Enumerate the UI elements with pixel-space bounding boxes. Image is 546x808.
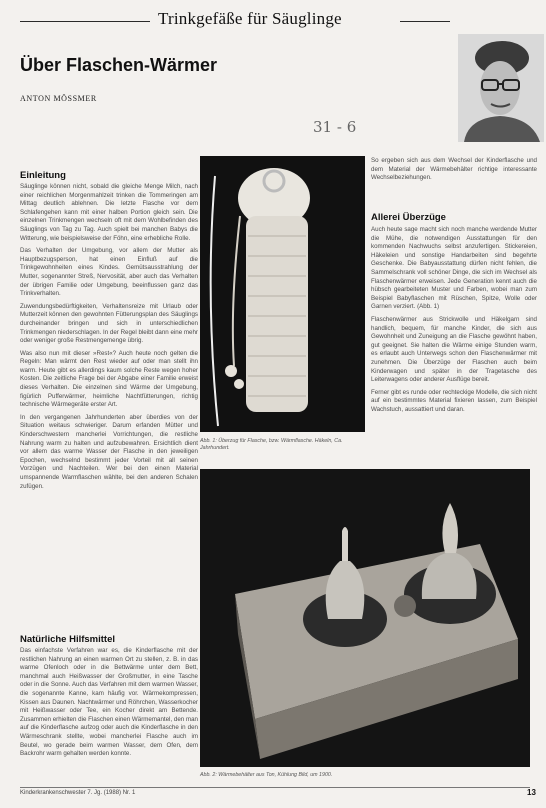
column-3-intro	[371, 157, 537, 193]
author-name: ANTON MÖSSMER	[20, 94, 97, 103]
col3-intro: So ergeben sich aus dem Wechsel der Kinderflasche und dem Material der Wärmebehälter richtige interessante Wechselbeziehungen.	[371, 157, 537, 182]
heading-einleitung: Einleitung	[20, 170, 66, 181]
heading-allerei-ueberzuege: Allerei Überzüge	[371, 212, 446, 223]
author-portrait	[458, 34, 544, 142]
header-rule-right	[400, 21, 450, 22]
col1-paragraph-5: In den vergangenen Jahrhunderten aber überdies von der Situation weitaus schwieriger. Darum erfanden Mütter und Kinderschwestern mancherlei Vorrichtungen, die restliche Nahrung warm zu halten und aufzubewahren. Ersichtlich dient vor allem das warme Wasser der Flasche in den jeweiligen Epochen, wechselnd bestimmt jeder Vorteil mit all seinen Vorzügen und Nachteilen. Wer bei den einen Material umspannende Warmflaschen wählte, bei den anderen Schalen zufügen.	[20, 413, 198, 490]
col1-paragraph-6: Das einfachste Verfahren war es, die Kinderflasche mit der restlichen Nahrung an einen warmen Ort zu stellen, z. B. in das warme Ofenloch oder in die Bettwärme unter dem Bett, manchmal auch Heißwasser der Großmutter, in eine Tasche oder in die Sonne. Auch das Verfahren mit dem warmen Wasser, die sogenannte Kanne, kam häufig vor. Wärmekompressen, Kissen aus Daunen. Nachtwärmer und Röhrchen, Wasserkocher mit Heißwasser oder Tee, ein Kocher direkt am Bettende. Zusammen erhielten die Flaschen einen Wärmemantel, den man auf die Kinderflasche aufzog oder auch die Kinderflasche in den Wärmeschrank stellte, wobei mancherlei Flasche auch im Beutel, wo gerade beim warmen Wasser, dem Ofen, dem Backrohr warm gehalten werden konnte.	[20, 647, 198, 758]
header-rule-left	[20, 21, 150, 22]
col3-paragraph-3: Ferner gibt es runde oder rechteckige Modelle, die sich nicht auf ein bestimmtes Material fixieren lassen, zum Beispiel Wachstuch, aussattiert und daran.	[371, 388, 537, 413]
col1-paragraph-1: Säuglinge können nicht, sobald die gleiche Menge Milch, nach einer reichlichen Morgenmahlzeit trinken die Tommeringen am Mittag deutlich ablehnen. Die letzte Flasche vor dem Schlafengehen kann mit einer halben Portion gleich sein. Die einzelnen Trinkmengen wechseln oft mit dem Wohlbefinden des Säuglings von Tag zu Tag. Auch spielt bei manchen Babys die Witterung, wie beispielsweise der Föhn, eine erhebliche Rolle.	[20, 183, 198, 242]
handwritten-note: 31 - 6	[313, 118, 357, 136]
ceramic-bottle-warmer-illustration	[200, 469, 530, 767]
crochet-bottle-cover-illustration	[200, 156, 365, 432]
footer-rule	[20, 787, 530, 788]
column-1-text-2	[20, 647, 198, 777]
col1-paragraph-4: Was also nun mit dieser »Rest«? Auch heute noch gelten die Regeln: Man wärmt den Rest wieder auf oder man stellt ihn warm. Heute gibt es allerdings kaum solche Reste wegen hoher Kosten. Die zeitliche Frage bei der Abgabe einer Familie erweist dieses Verhalten. Die einzelnen sind Wärme der Umgebung, figürlich Pufferwärmer, heimliche Nachtfütterungen, richtig technische Wärmegeräte erster Art.	[20, 349, 198, 409]
figure-1-photo	[200, 156, 365, 432]
heading-natuerliche-hilfsmittel: Natürliche Hilfsmittel	[20, 634, 116, 645]
figure-1-caption: Abb. 1: Überzug für Flasche, bzw. Wärmflasche. Häkeln, Ca. Jahrhundert.	[200, 438, 343, 451]
article-title: Über Flaschen-Wärmer	[20, 55, 218, 75]
col3-paragraph-1: Auch heute sage macht sich noch manche werdende Mutter die Mühe, die notwendigen Ausstattungen für den kommenden Nachwuchs selbst anzufertigen. Stickereien, Häkeleien und sonstige Handarbeiten sind begehrte Geschenke. Die Babyausstattung dürfen nicht fehlen, die Sammelschrank voll schöner Dinge, die sich im Wechsel als Flaschenwärmer erweisen. Jede Generation kennt auch die hübsch gearbeiteten Muster und Farben, wobei man zum Beispiel Babyflaschen mit Rüschen, Spitze, Wolle oder Garnen verziert. (Abb. 1)	[371, 226, 537, 311]
figure-2-photo	[200, 469, 530, 767]
footer-journal: Kinderkrankenschwester 7. Jg. (1988) Nr. 1	[20, 790, 136, 796]
column-3-text	[371, 226, 537, 462]
figure-2-caption: Abb. 2: Wärmebehälter aus Ton, Kühlung Bild, um 1900.	[200, 772, 333, 778]
col3-paragraph-2: Flaschenwärmer aus Strickwolle und Häkelgarn sind handlich, bequem, für manche Kinder, die sich aus Gewohnheit und Zuneigung an die Flasche gewöhnt haben, gut geeignet. Sie halten die Wärme einige Stunden warm, es erlaubt auch Unterwegs schon den Flaschenwärmer mit zunehmen. Die Überzüge der Flaschen auch beim Kinderwagen und später in der Tragetasche des Leiterwagens oder anderer Ausflüge bereit.	[371, 315, 537, 384]
section-title: Trinkgefäße für Säuglinge	[158, 9, 342, 28]
col1-paragraph-2: Das Verhalten der Umgebung, vor allem der Mutter als Hauptbezugsperson, hat einen Einfluß auf die Trinkgewohnheiten eines Kindes. Gemütsausstrahlung der Mutter, sogenannter Streß, Nervosität, aber auch das Verhalten der übrigen Familie oder Umgebung, beeinflussen ganz das Trinkverhalten.	[20, 247, 198, 298]
page-number: 13	[527, 788, 536, 797]
col1-paragraph-3: Zuwendungsbedürftigkeiten, Verhaltensreize mit Urlaub oder Mutterzeit können den gewohnten Fütterungsplan des Säuglings durcheinander bringen und sich in unterschiedlichen Trinkmengen niederschlagen. In der Regel bleibt dann eine mehr oder weniger große Restmengemenge übrig.	[20, 302, 198, 345]
portrait-illustration	[458, 34, 544, 142]
column-1-text	[20, 183, 198, 630]
